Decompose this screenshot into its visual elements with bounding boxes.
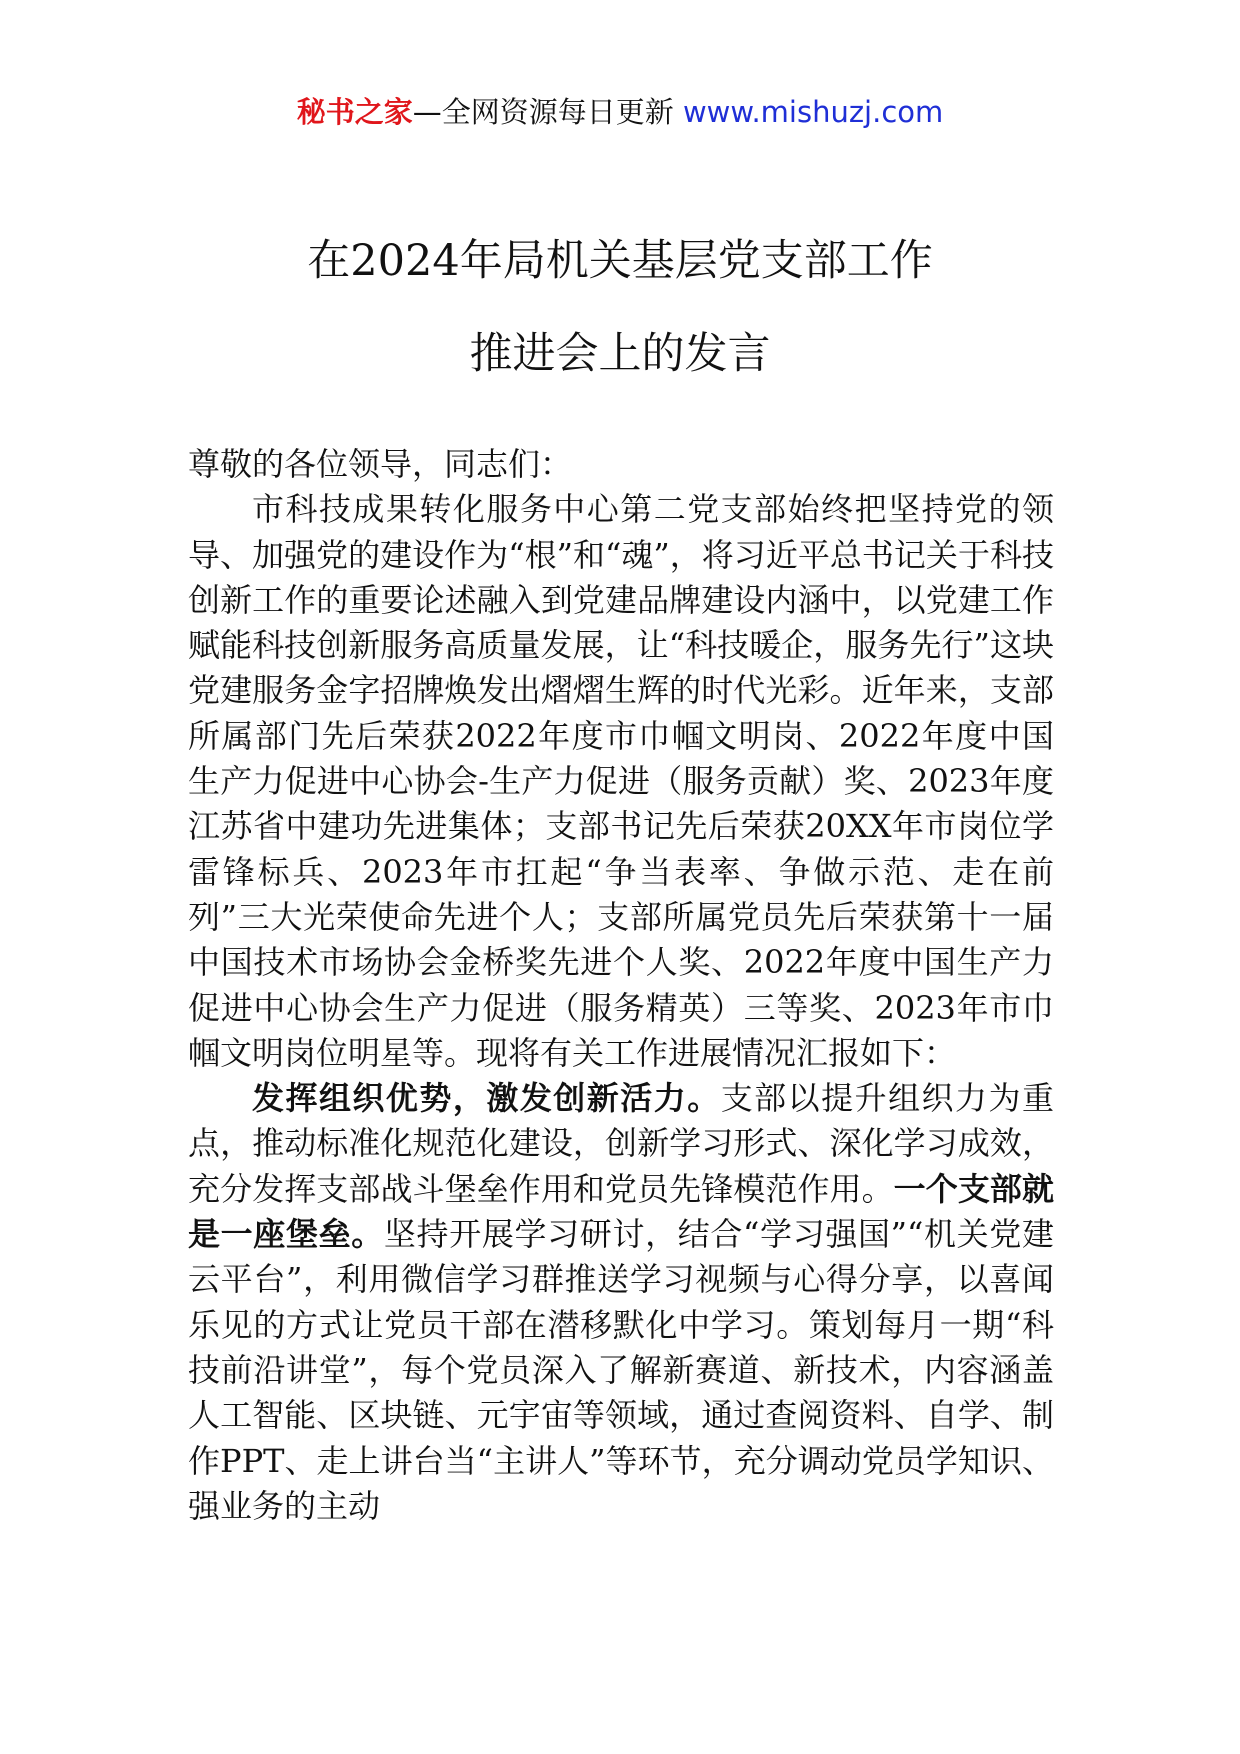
subsection-text: 坚持开展学习研讨，结合“学习强国”“机关党建云平台”，利用微信学习群推送学习视频与心得分享，以喜闻乐见的方式让党员干部在潜移默化中学习。策划每月一期“科技前沿讲堂”，每个党员深入了解新赛道、新技术，内容涵盖人工智能、区块链、元宇宙等领域，通过查阅资料、自学、制作PPT、走上讲台当“主讲人”等环节，充分调动党员学知识、强业务的主动 — [188, 1215, 1054, 1525]
document-title-line-1: 在2024年局机关基层党支部工作 — [307, 236, 933, 286]
section-heading: 发挥组织优势，激发创新活力。 — [252, 1079, 721, 1118]
paragraph-intro: 市科技成果转化服务中心第二党支部始终把坚持党的领导、加强党的建设作为“根”和“魂”，将习近平总书记关于科技创新工作的重要论述融入到党建品牌建设内涵中，以党建工作赋能科技创新服务高质量发展，让“科技暖企，服务先行”这块党建服务金字招牌焕发出熠熠生辉的时代光彩。近年来，支部所属部门先后荣获2022年度市巾帼文明岗、2022年度中国生产力促进中心协会-生产力促进（服务贡献）奖、2023年度江苏省中建功先进集体；支部书记先后荣获20XX年市岗位学雷锋标兵、2023年市扛起“争当表率、争做示范、走在前列”三大光荣使命先进个人；支部所属党员先后荣获第十一届中国技术市场协会金桥奖先进个人奖、2022年度中国生产力促进中心协会生产力促进（服务精英）三等奖、2023年市巾帼文明岗位明星等。现将有关工作进展情况汇报如下： — [188, 490, 1054, 1072]
paragraph-section-1 — [188, 1076, 1054, 1529]
site-url-link[interactable]: www.mishuzj.com — [682, 95, 944, 129]
site-header — [0, 92, 1240, 132]
salutation: 尊敬的各位领导，同志们： — [188, 445, 573, 483]
section-text: 支部以提升组织力为重点，推动标准化规范化建设，创新学习形式、深化学习成效，充分发挥支部战斗堡垒作用和党员先锋模范作用。 — [188, 1079, 1054, 1208]
site-tagline: —全网资源每日更新 — [412, 95, 683, 129]
subsection-heading: 一个支部就是一座堡垒。 — [188, 1169, 1054, 1254]
document-title-line-2: 推进会上的发言 — [469, 329, 771, 379]
site-brand: 秘书之家 — [296, 95, 413, 129]
document-body — [188, 442, 1054, 1529]
